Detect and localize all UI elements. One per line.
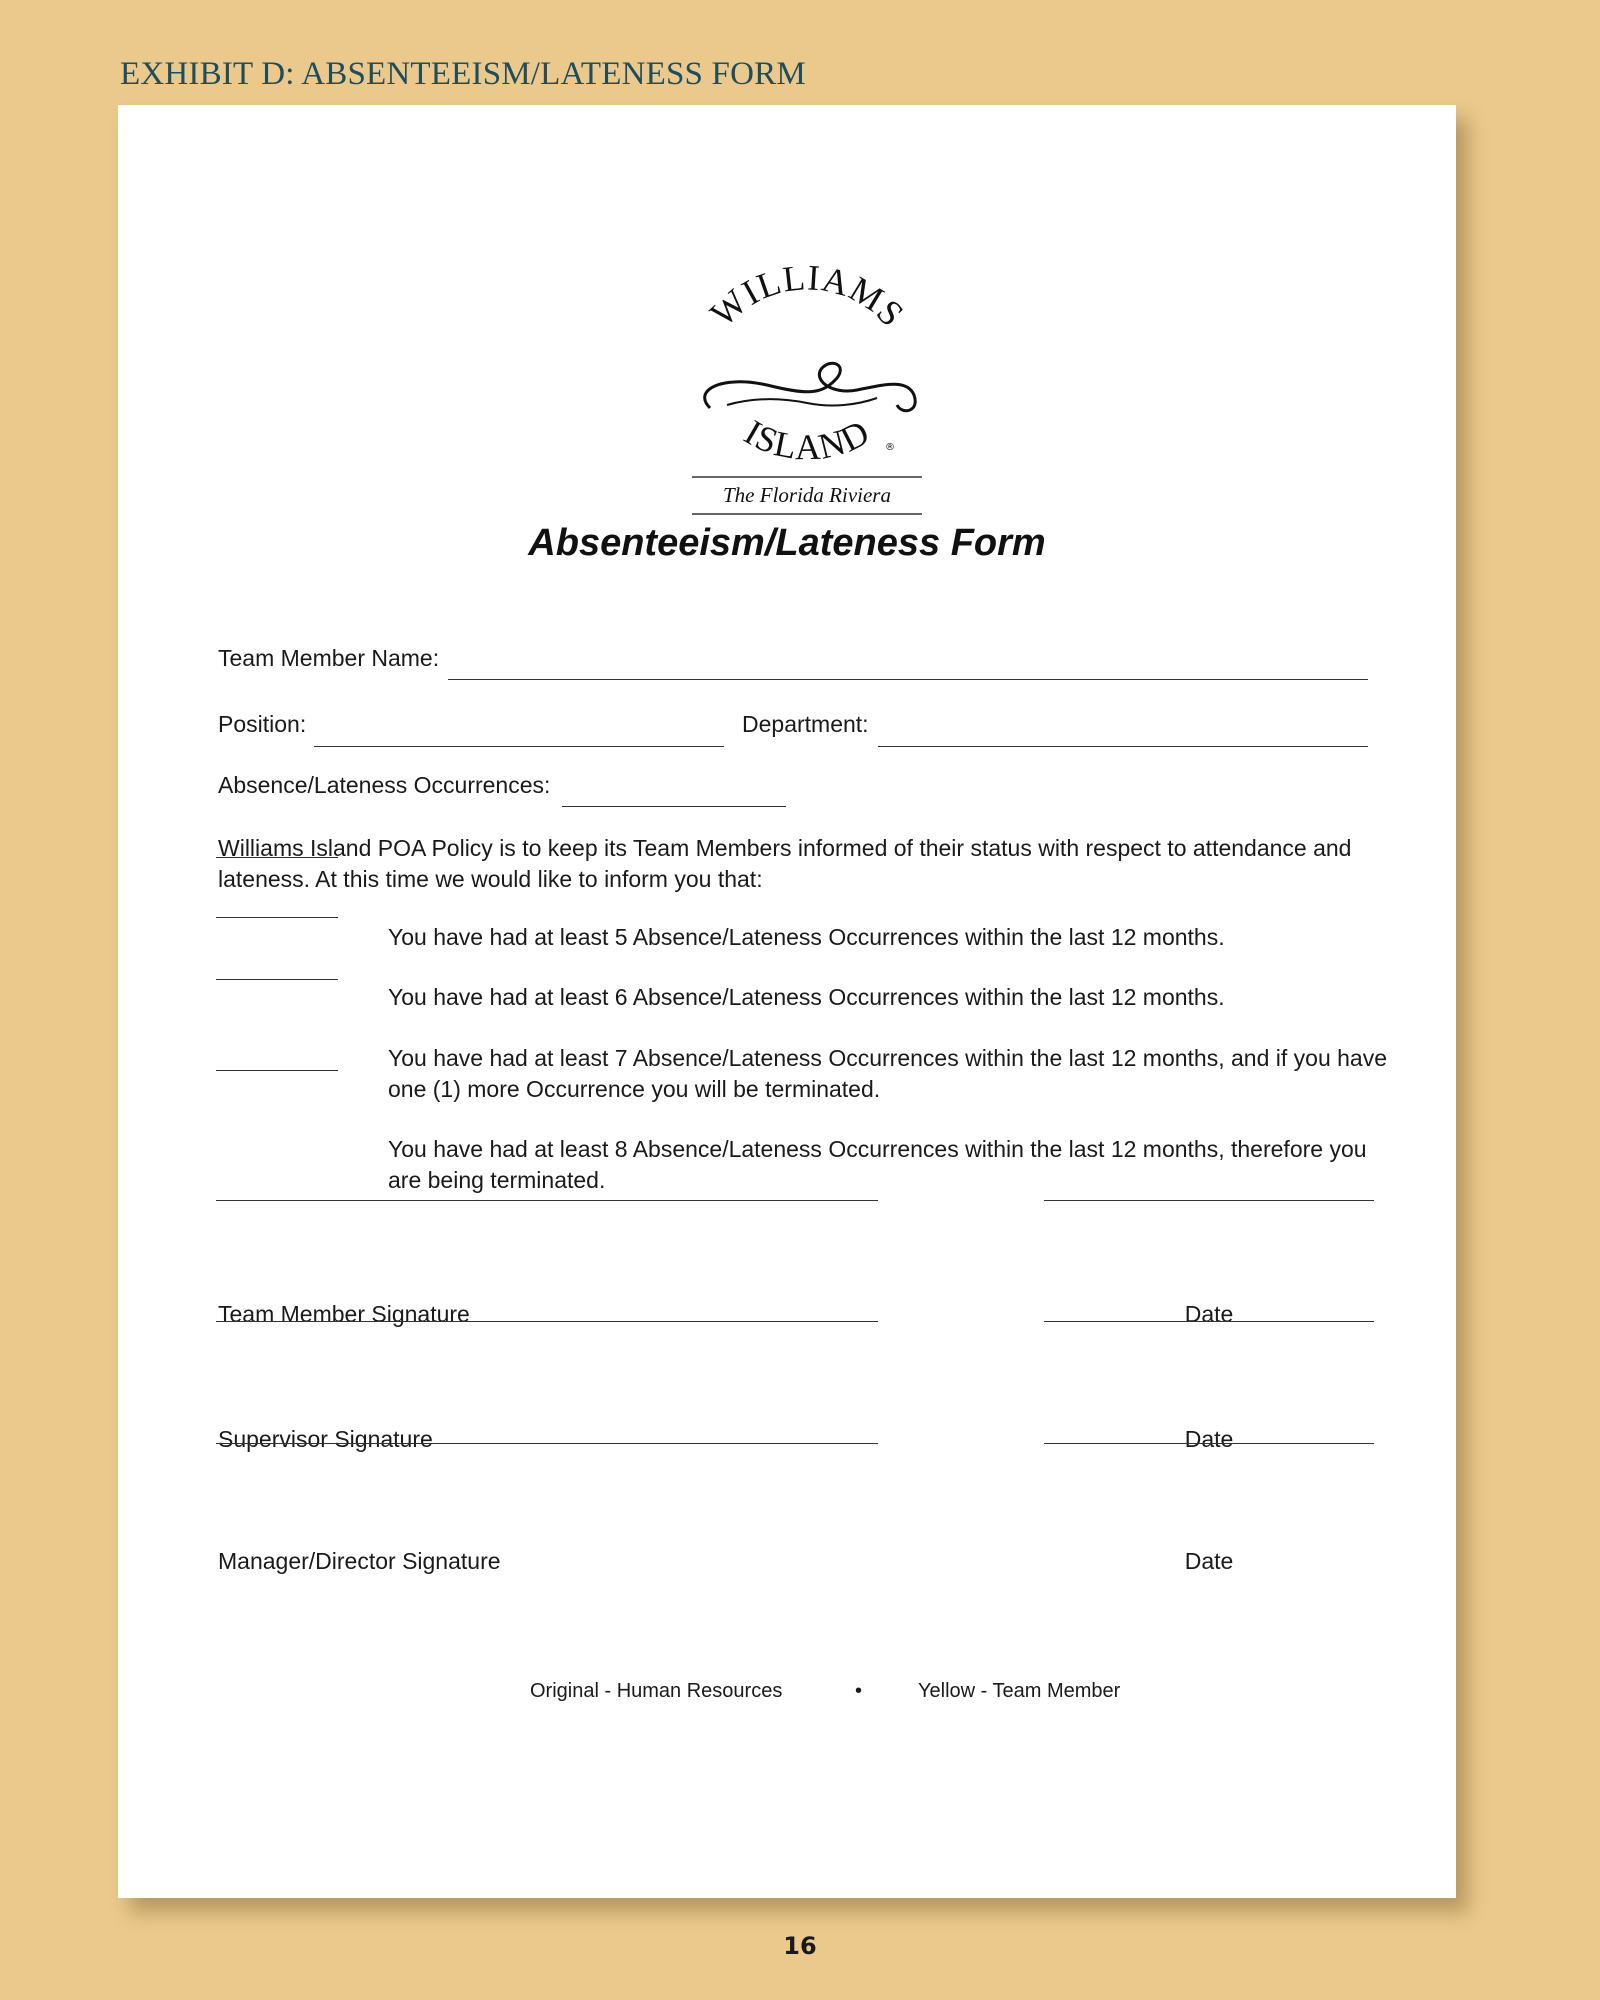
team-member-signature-label: Team Member Signature [218, 1301, 470, 1327]
option-2-checkline[interactable] [216, 917, 338, 918]
svg-text:WILLIAMS [703, 257, 913, 334]
footer-yellow-copy: Yellow - Team Member [918, 1680, 1121, 1702]
manager-date-line[interactable] [1044, 1443, 1374, 1444]
team-member-signature-line[interactable] [216, 1200, 878, 1201]
manager-date-label: Date [1184, 1548, 1234, 1574]
department-label: Department: [742, 711, 869, 737]
option-3-checkline[interactable] [216, 979, 338, 980]
option-4-checkline[interactable] [216, 1070, 338, 1071]
form-sheet [118, 105, 1456, 1898]
occurrences-label: Absence/Lateness Occurrences: [218, 772, 551, 798]
supervisor-signature-line[interactable] [216, 1321, 878, 1322]
policy-text: Williams Island POA Policy is to keep its Team Members informed of their status with respect to attendance and lateness. At this time we would like to inform you that: [218, 835, 1352, 892]
position-field[interactable] [314, 746, 724, 747]
option-1-text: You have had at least 5 Absence/Lateness Occurrences within the last 12 months. [388, 924, 1225, 950]
footer-bullet: • [855, 1680, 863, 1702]
option-3-text: You have had at least 7 Absence/Lateness Occurrences within the last 12 months, and if you have one (1) more Occurrence you will be terminated. [388, 1045, 1388, 1102]
logo-tagline: The Florida Riviera [723, 483, 891, 507]
team-member-date-line[interactable] [1044, 1200, 1374, 1201]
position-label: Position: [218, 711, 307, 737]
logo-text-williams: WILLIAMS [702, 257, 913, 335]
team-member-date-label: Date [1184, 1301, 1234, 1327]
team-member-name-label: Team Member Name: [218, 645, 440, 671]
supervisor-date-label: Date [1184, 1426, 1234, 1452]
option-1-checkline[interactable] [216, 857, 338, 858]
department-field[interactable] [878, 746, 1368, 747]
footer-original-copy: Original - Human Resources [530, 1680, 783, 1702]
logo-text-island: ISLAND [737, 411, 877, 468]
manager-signature-label: Manager/Director Signature [218, 1548, 501, 1574]
williams-island-logo [682, 200, 932, 520]
logo-registered: ® [885, 442, 895, 453]
form-title: Absenteeism/Lateness Form [528, 522, 1046, 564]
manager-signature-line[interactable] [216, 1443, 878, 1444]
team-member-name-field[interactable] [448, 679, 1368, 680]
page-number: 16 [783, 1932, 817, 1960]
exhibit-title: EXHIBIT D: ABSENTEEISM/LATENESS FORM [120, 56, 806, 92]
option-2-text: You have had at least 6 Absence/Lateness Occurrences within the last 12 months. [388, 984, 1225, 1010]
svg-text:ISLAND [738, 412, 877, 468]
supervisor-date-line[interactable] [1044, 1321, 1374, 1322]
supervisor-signature-label: Supervisor Signature [218, 1426, 433, 1452]
occurrences-field[interactable] [562, 806, 786, 807]
option-4-text: You have had at least 8 Absence/Lateness Occurrences within the last 12 months, therefore you are being terminated. [388, 1136, 1367, 1193]
